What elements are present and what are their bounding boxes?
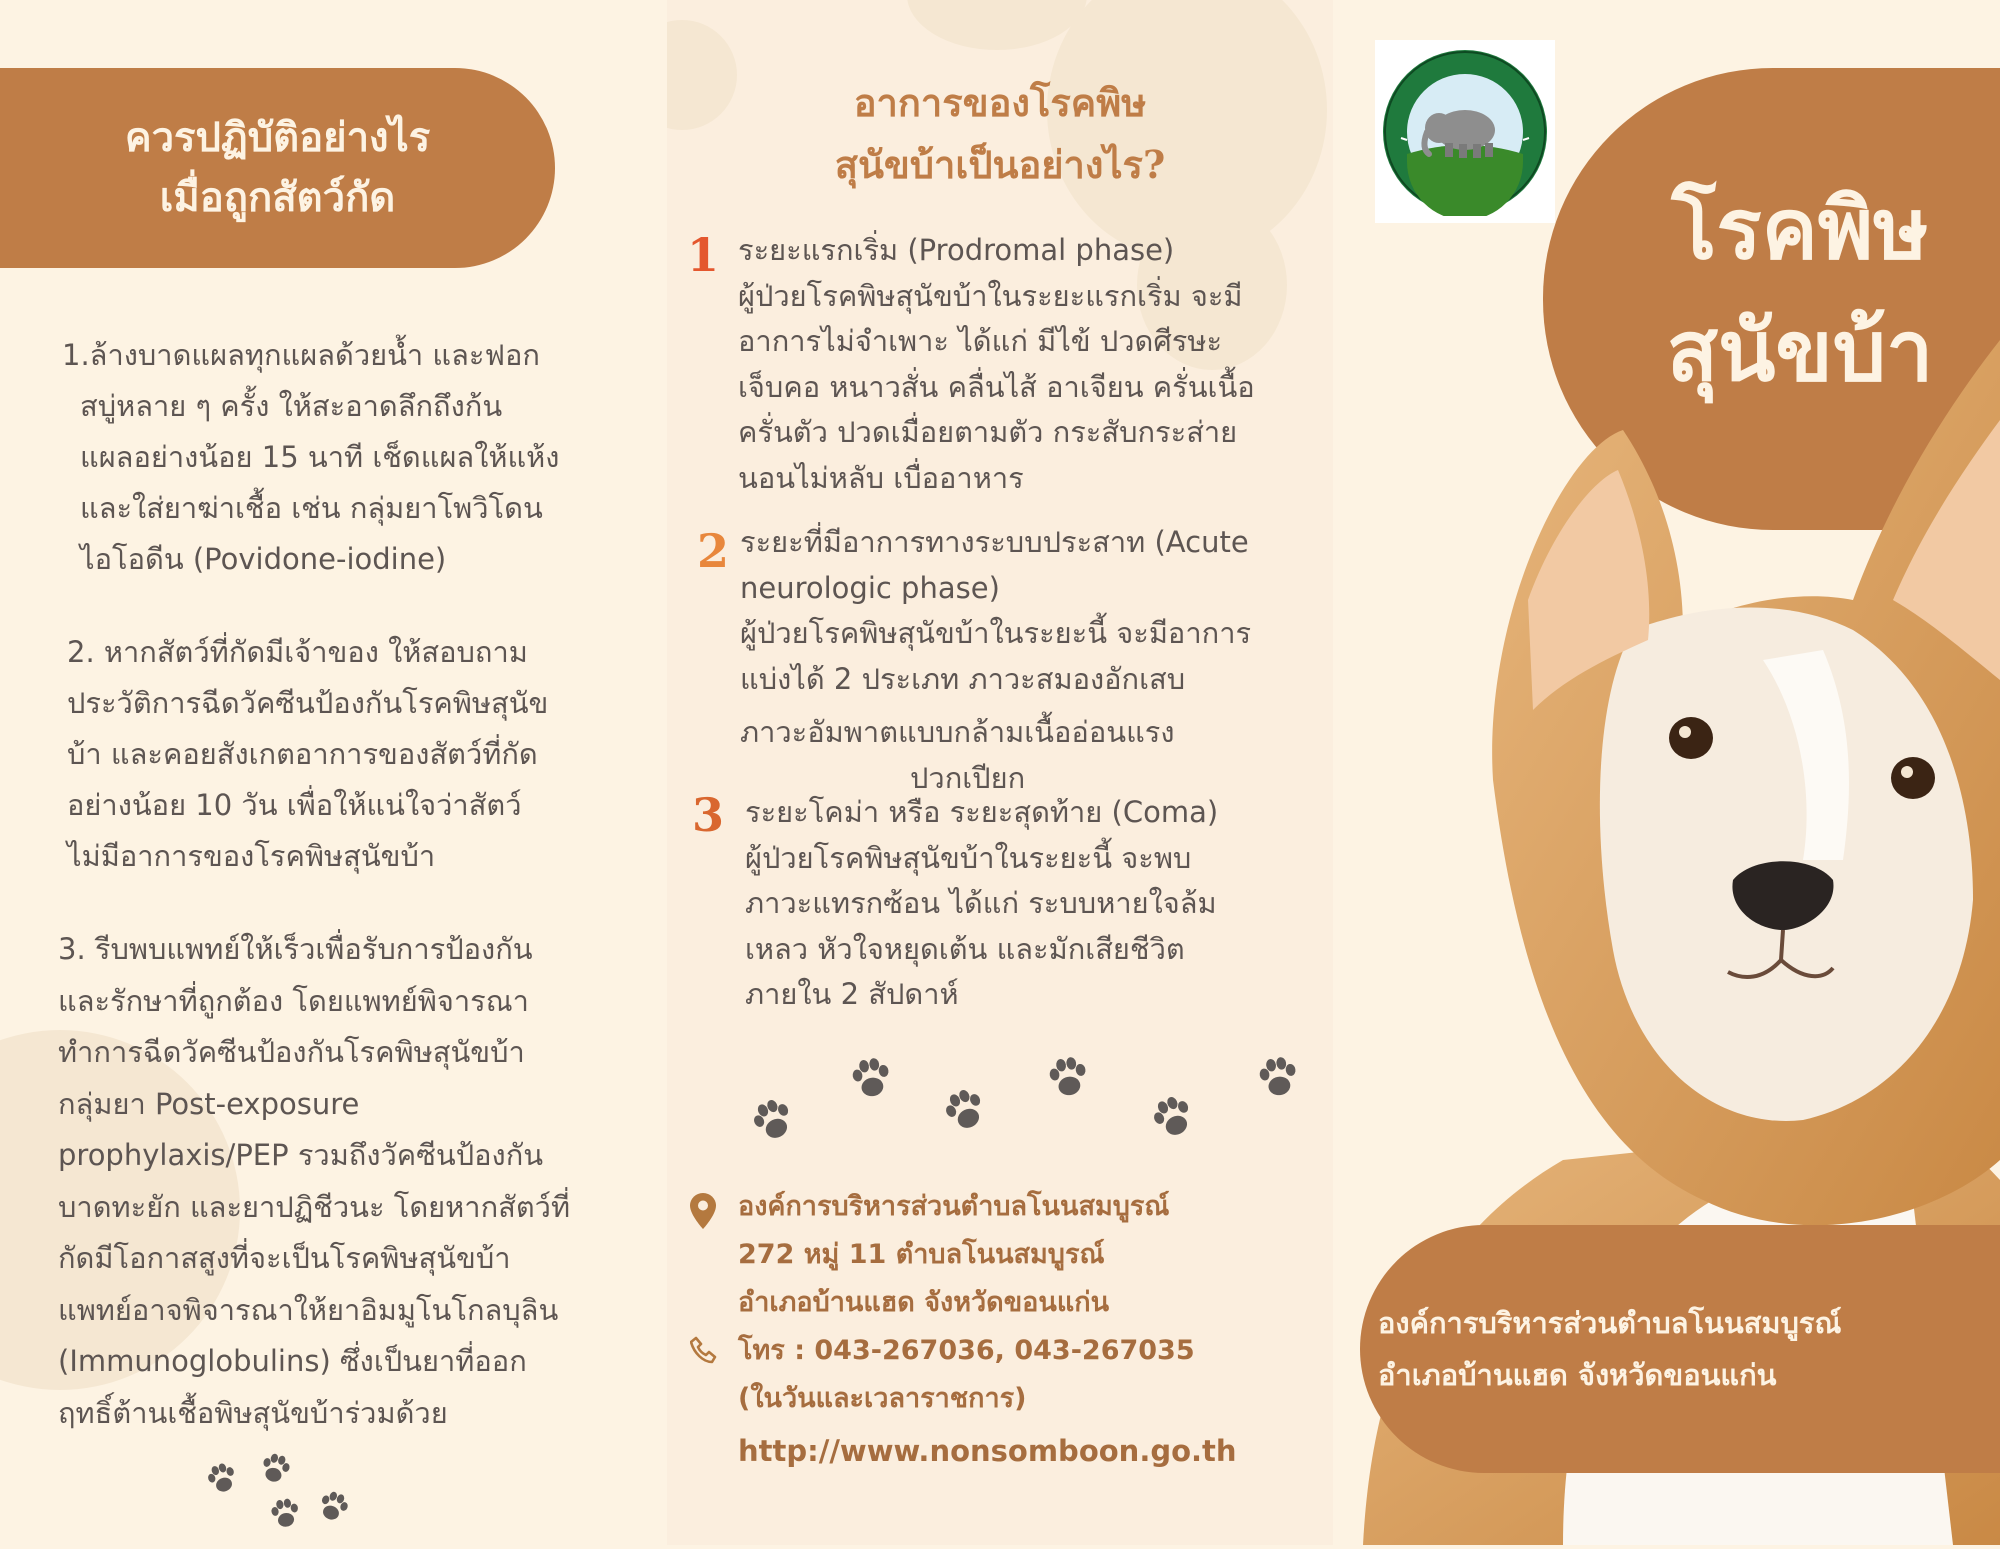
step-3-line: แพทย์อาจพิจารณาให้ยาอิมมูโนโกลบุลิน	[58, 1292, 559, 1327]
step-2-line: ประวัติการฉีดวัคซีนป้องกันโรคพิษสุนัข	[67, 686, 549, 720]
first-aid-step-2	[67, 627, 634, 882]
footer-org-box	[1360, 1225, 2000, 1473]
stage-1-line: นอนไม่หลับ เบื่ออาหาร	[738, 460, 1024, 495]
step-1-line: 1.ล้างบาดแผลทุกแผลด้วยน้ำ และฟอก	[62, 338, 540, 372]
footer-org-line2: อำเภอบ้านแฮด จังหวัดขอนแก่น	[1378, 1358, 1777, 1392]
stage-number-3: 3	[692, 788, 725, 842]
step-3-line: 3. รีบพบแพทย์ให้เร็วเพื่อรับการป้องกัน	[58, 932, 533, 966]
contact-info	[738, 1183, 1237, 1475]
stage-2-line: ภาวะอัมพาตแบบกล้ามเนื้ออ่อนแรง	[740, 715, 1175, 749]
step-2-line: 2. หากสัตว์ที่กัดมีเจ้าของ ให้สอบถาม	[67, 635, 528, 669]
step-2-line: อย่างน้อย 10 วัน เพื่อให้แน่ใจว่าสัตว์	[67, 788, 522, 822]
step-1-line: และใส่ยาฆ่าเชื้อ เช่น กลุ่มยาโพวิโดน	[80, 491, 543, 525]
first-aid-step-3	[58, 924, 638, 1439]
phone-icon	[690, 1335, 720, 1375]
step-3-line: ฤทธิ์ต้านเชื้อพิษสุนัขบ้าร่วมด้วย	[58, 1395, 448, 1430]
step-3-line: prophylaxis/PEP รวมถึงวัคซีนป้องกัน	[58, 1138, 544, 1172]
stage-1-line: เจ็บคอ หนาวสั่น คลื่นไส้ อาเจียน ครั่นเนื้อ	[738, 369, 1255, 404]
contact-hours: (ในวันและเวลาราชการ)	[738, 1383, 1027, 1414]
symptoms-title-line2: สุนัขบ้าเป็นอย่างไร?	[834, 142, 1166, 187]
paw-print-icon	[1251, 1051, 1304, 1104]
contact-address: 272 หมู่ 11 ตำบลโนนสมบูรณ์	[738, 1239, 1105, 1270]
stage-3-line: เหลว หัวใจหยุดเต้น และมักเสียชีวิต	[745, 931, 1185, 966]
step-2-line: ไม่มีอาการของโรคพิษสุนัขบ้า	[67, 839, 436, 873]
step-3-line: บาดทะยัก และยาปฏิชีวนะ โดยหากสัตว์ที่	[58, 1189, 571, 1224]
stage-1-line: อาการไม่จำเพาะ ได้แก่ มีไข้ ปวดศีรษะ	[738, 324, 1223, 358]
stage-number-2: 2	[697, 524, 730, 578]
stage-3-line: ผู้ป่วยโรคพิษสุนัขบ้าในระยะนี้ จะพบ	[745, 840, 1192, 875]
left-banner	[0, 68, 555, 268]
step-1-line: ไอโอดีน (Povidone-iodine)	[80, 542, 447, 576]
contact-district: อำเภอบ้านแฮด จังหวัดขอนแก่น	[738, 1287, 1110, 1318]
contact-org: องค์การบริหารส่วนตำบลโนนสมบูรณ์	[738, 1191, 1170, 1222]
stage-2-line: แบ่งได้ 2 ประเภท ภาวะสมองอักเสบ	[740, 661, 1186, 696]
stage-3-line: ภายใน 2 สัปดาห์	[745, 977, 959, 1011]
left-banner-title-line1: ควรปฏิบัติอย่างไร	[124, 114, 431, 161]
stage-1-line: ครั่นตัว ปวดเมื่อยตามตัว กระสับกระส่าย	[738, 415, 1238, 449]
stage-3-line: ระยะโคม่า หรือ ระยะสุดท้าย (Coma)	[745, 795, 1219, 829]
stage-2-line: ระยะที่มีอาการทางระบบประสาท (Acute	[740, 525, 1249, 559]
footer-org-line1: องค์การบริหารส่วนตำบลโนนสมบูรณ์	[1378, 1306, 1842, 1340]
sao-logo	[1375, 40, 1555, 223]
stage-2-line: ปวกเปียก	[910, 760, 1026, 795]
main-title	[1600, 168, 2000, 412]
stage-1-line: ระยะแรกเริ่ม (Prodromal phase)	[738, 233, 1175, 267]
stage-2-description	[740, 520, 1320, 801]
main-title-line2: สุนัขบ้า	[1666, 301, 1934, 400]
step-3-line: และรักษาที่ถูกต้อง โดยแพทย์พิจารณา	[58, 983, 529, 1018]
stage-1-description	[738, 228, 1318, 501]
paw-print-icon	[1041, 1051, 1094, 1104]
contact-phone[interactable]: โทร : 043-267036, 043-267035	[738, 1335, 1195, 1366]
stage-number-1: 1	[687, 228, 720, 282]
stage-2-line: neurologic phase)	[740, 570, 1000, 605]
main-title-line1: โรคพิษ	[1671, 179, 1929, 278]
first-aid-step-1	[62, 330, 647, 585]
step-3-line: ทำการฉีดวัคซีนป้องกันโรคพิษสุนัขบ้า	[58, 1035, 525, 1069]
step-1-line: สบู่หลาย ๆ ครั้ง ให้สะอาดลึกถึงก้น	[80, 389, 503, 423]
left-banner-title-line2: เมื่อถูกสัตว์กัด	[159, 174, 396, 221]
step-3-line: (Immunoglobulins) ซึ่งเป็นยาที่ออก	[58, 1344, 527, 1378]
stage-1-line: ผู้ป่วยโรคพิษสุนัขบ้าในระยะแรกเริ่ม จะมี	[738, 278, 1243, 313]
symptoms-title	[667, 72, 1333, 196]
map-pin-icon	[690, 1193, 716, 1238]
symptoms-title-line1: อาการของโรคพิษ	[853, 80, 1147, 125]
step-1-line: แผลอย่างน้อย 15 นาที เช็ดแผลให้แห้ง	[80, 440, 560, 474]
stage-3-line: ภาวะแทรกซ้อน ได้แก่ ระบบหายใจล้ม	[745, 886, 1217, 920]
paw-print-icon	[844, 1052, 897, 1105]
stage-2-line: ผู้ป่วยโรคพิษสุนัขบ้าในระยะนี้ จะมีอาการ	[740, 616, 1252, 650]
paw-print-icon	[265, 1494, 304, 1533]
step-3-line: กลุ่มยา Post-exposure	[58, 1086, 360, 1121]
step-3-line: กัดมีโอกาสสูงที่จะเป็นโรคพิษสุนัขบ้า	[58, 1241, 511, 1275]
website-link[interactable]: http://www.nonsomboon.go.th	[738, 1434, 1237, 1468]
step-2-line: บ้า และคอยสังเกตอาการของสัตว์ที่กัด	[67, 737, 538, 771]
stage-3-description	[745, 790, 1325, 1018]
